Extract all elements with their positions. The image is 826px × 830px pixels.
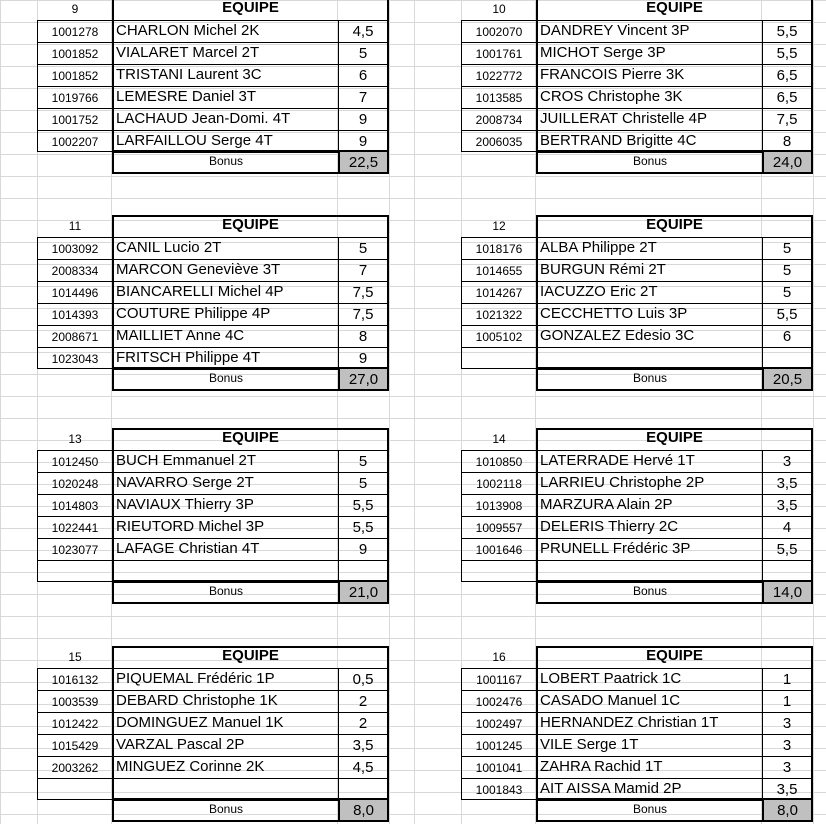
player-id[interactable]: 1022772: [461, 64, 537, 86]
player-name[interactable]: PIQUEMAL Frédéric 1P: [116, 670, 275, 687]
player-id[interactable]: 1021322: [461, 303, 537, 325]
player-id[interactable]: 1002476: [461, 690, 537, 712]
player-name[interactable]: COUTURE Philippe 4P: [116, 305, 271, 322]
player-value[interactable]: 5,5: [776, 541, 798, 558]
player-value[interactable]: 8: [358, 328, 368, 345]
team-number: 9: [71, 2, 79, 16]
player-name[interactable]: [114, 560, 339, 582]
player-name[interactable]: MINGUEZ Corinne 2K: [116, 758, 265, 775]
bonus-label: Bonus: [208, 154, 244, 168]
team-block-13: [37, 428, 389, 612]
player-id[interactable]: 1003092: [37, 237, 113, 259]
player-name[interactable]: HERNANDEZ Christian 1T: [540, 714, 719, 731]
player-value[interactable]: 5: [358, 240, 368, 257]
player-name[interactable]: RIEUTORD Michel 3P: [116, 518, 265, 535]
player-id[interactable]: 2008671: [37, 325, 113, 347]
player-name[interactable]: AIT AISSA Mamid 2P: [540, 780, 682, 797]
player-value[interactable]: 7,5: [352, 306, 374, 323]
player-id[interactable]: 1001278: [37, 20, 113, 42]
team-number: 16: [492, 650, 506, 664]
player-id[interactable]: 1014267: [461, 281, 537, 303]
player-name[interactable]: JUILLERAT Christelle 4P: [540, 110, 708, 127]
equipe-header: EQUIPE: [222, 216, 279, 233]
player-name[interactable]: [538, 560, 763, 582]
player-value[interactable]: 6,5: [776, 67, 798, 84]
bonus-label: Bonus: [632, 371, 668, 385]
team-total[interactable]: 8,0: [762, 800, 811, 820]
player-value[interactable]: 5: [782, 240, 792, 257]
player-id[interactable]: 1002497: [461, 712, 537, 734]
player-value[interactable]: 3,5: [776, 475, 798, 492]
player-name[interactable]: CECCHETTO Luis 3P: [540, 305, 688, 322]
player-name[interactable]: PRUNELL Frédéric 3P: [540, 540, 691, 557]
player-name[interactable]: MAILLIET Anne 4C: [116, 327, 245, 344]
player-id[interactable]: [37, 560, 113, 582]
player-name[interactable]: BUCH Emmanuel 2T: [116, 452, 257, 469]
team-total[interactable]: 21,0: [338, 582, 387, 602]
player-value[interactable]: 3: [782, 715, 792, 732]
team-number: 13: [68, 432, 82, 446]
player-name[interactable]: CROS Christophe 3K: [540, 88, 683, 105]
player-value[interactable]: 5,5: [776, 306, 798, 323]
player-value[interactable]: 9: [358, 133, 368, 150]
player-id[interactable]: 1002070: [461, 20, 537, 42]
player-value[interactable]: [339, 778, 387, 800]
player-id[interactable]: [461, 347, 537, 369]
player-value[interactable]: 3,5: [352, 737, 374, 754]
player-id[interactable]: 1005102: [461, 325, 537, 347]
gridline: [813, 0, 814, 824]
player-value[interactable]: 1: [782, 693, 792, 710]
player-value[interactable]: [763, 347, 811, 369]
player-id[interactable]: 2008734: [461, 108, 537, 130]
team-total[interactable]: 8,0: [338, 800, 387, 820]
player-name[interactable]: VARZAL Pascal 2P: [116, 736, 245, 753]
player-value[interactable]: 5,5: [776, 23, 798, 40]
player-name[interactable]: FRANCOIS Pierre 3K: [540, 66, 685, 83]
player-value[interactable]: [763, 560, 811, 582]
player-id[interactable]: 1003539: [37, 690, 113, 712]
player-value[interactable]: 7,5: [352, 284, 374, 301]
player-id[interactable]: 1013585: [461, 86, 537, 108]
player-name[interactable]: CANIL Lucio 2T: [116, 239, 222, 256]
bonus-label: Bonus: [632, 802, 668, 816]
player-id[interactable]: 1001761: [461, 42, 537, 64]
bonus-label: Bonus: [632, 154, 668, 168]
player-id[interactable]: 1018176: [461, 237, 537, 259]
player-name[interactable]: MARZURA Alain 2P: [540, 496, 673, 513]
player-name[interactable]: CASADO Manuel 1C: [540, 692, 681, 709]
player-name[interactable]: LOBERT Paatrick 1C: [540, 670, 682, 687]
team-number: 15: [68, 650, 82, 664]
player-value[interactable]: 5,5: [352, 519, 374, 536]
player-name[interactable]: MICHOT Serge 3P: [540, 44, 666, 61]
player-id[interactable]: 2008334: [37, 259, 113, 281]
player-name[interactable]: VIALARET Marcel 2T: [116, 44, 260, 61]
player-name[interactable]: [538, 347, 763, 369]
player-name[interactable]: VILE Serge 1T: [540, 736, 639, 753]
player-value[interactable]: 3,5: [776, 497, 798, 514]
player-name[interactable]: CHARLON Michel 2K: [116, 22, 260, 39]
player-name[interactable]: GONZALEZ Edesio 3C: [540, 327, 695, 344]
player-name[interactable]: LACHAUD Jean-Domi. 4T: [116, 110, 291, 127]
team-block-12: [461, 215, 813, 399]
player-id[interactable]: 1001167: [461, 668, 537, 690]
player-id[interactable]: 1002118: [461, 472, 537, 494]
player-value[interactable]: 5: [358, 45, 368, 62]
player-value[interactable]: 8: [782, 133, 792, 150]
player-name[interactable]: BURGUN Rémi 2T: [540, 261, 666, 278]
player-name[interactable]: DOMINGUEZ Manuel 1K: [116, 714, 284, 731]
bonus-label: Bonus: [208, 584, 244, 598]
player-id[interactable]: [37, 778, 113, 800]
team-block-15: [37, 646, 389, 830]
player-name[interactable]: LATERRADE Hervé 1T: [540, 452, 695, 469]
equipe-header: EQUIPE: [646, 429, 703, 446]
player-id[interactable]: 1016132: [37, 668, 113, 690]
player-id[interactable]: 1009557: [461, 516, 537, 538]
player-value[interactable]: 9: [358, 541, 368, 558]
team-block-10: [461, 0, 813, 182]
player-name[interactable]: IACUZZO Eric 2T: [540, 283, 658, 300]
player-id[interactable]: 1014496: [37, 281, 113, 303]
equipe-header: EQUIPE: [646, 647, 703, 664]
player-id[interactable]: 1015429: [37, 734, 113, 756]
player-id[interactable]: 1012450: [37, 450, 113, 472]
bonus-label: Bonus: [208, 802, 244, 816]
player-value[interactable]: 3: [782, 737, 792, 754]
player-value[interactable]: 7: [358, 89, 368, 106]
player-name[interactable]: DANDREY Vincent 3P: [540, 22, 690, 39]
player-id[interactable]: 1019766: [37, 86, 113, 108]
player-name[interactable]: ZAHRA Rachid 1T: [540, 758, 663, 775]
player-id[interactable]: 1001852: [37, 42, 113, 64]
player-value[interactable]: 3: [782, 453, 792, 470]
player-value[interactable]: 6: [358, 67, 368, 84]
team-number: 11: [68, 219, 82, 233]
player-id[interactable]: 1002207: [37, 130, 113, 152]
player-name[interactable]: LAFAGE Christian 4T: [116, 540, 260, 557]
player-value[interactable]: 6,5: [776, 89, 798, 106]
gridline: [389, 0, 390, 824]
player-name[interactable]: LARFAILLOU Serge 4T: [116, 132, 273, 149]
team-block-16: [461, 646, 813, 830]
player-name[interactable]: LEMESRE Daniel 3T: [116, 88, 257, 105]
player-value[interactable]: [339, 560, 387, 582]
team-total[interactable]: 24,0: [762, 152, 811, 172]
player-value[interactable]: 5: [782, 262, 792, 279]
player-value[interactable]: 4: [782, 519, 792, 536]
bonus-label: Bonus: [208, 371, 244, 385]
player-name[interactable]: ALBA Philippe 2T: [540, 239, 657, 256]
player-name[interactable]: DEBARD Christophe 1K: [116, 692, 278, 709]
player-name[interactable]: FRITSCH Philippe 4T: [116, 349, 261, 366]
player-id[interactable]: 1001041: [461, 756, 537, 778]
player-name[interactable]: [114, 778, 339, 800]
player-name[interactable]: MARCON Geneviève 3T: [116, 261, 281, 278]
player-id[interactable]: 1001852: [37, 64, 113, 86]
player-value[interactable]: 5,5: [352, 497, 374, 514]
player-id[interactable]: 1001245: [461, 734, 537, 756]
player-value[interactable]: 7: [358, 262, 368, 279]
team-number: 14: [492, 432, 506, 446]
player-id[interactable]: 1014393: [37, 303, 113, 325]
player-id[interactable]: 2006035: [461, 130, 537, 152]
player-value[interactable]: 4,5: [352, 23, 374, 40]
team-number: 10: [492, 2, 506, 16]
player-id[interactable]: [461, 560, 537, 582]
player-value[interactable]: 5,5: [776, 45, 798, 62]
player-value[interactable]: 5: [358, 475, 368, 492]
player-value[interactable]: 3,5: [776, 781, 798, 798]
team-block-14: [461, 428, 813, 612]
team-total[interactable]: 27,0: [338, 369, 387, 389]
team-total[interactable]: 14,0: [762, 582, 811, 602]
player-id[interactable]: 1014655: [461, 259, 537, 281]
player-value[interactable]: 0,5: [352, 671, 374, 688]
team-block-9: [37, 0, 389, 182]
team-total[interactable]: 20,5: [762, 369, 811, 389]
equipe-header: EQUIPE: [222, 647, 279, 664]
player-id[interactable]: 1001843: [461, 778, 537, 800]
player-value[interactable]: 9: [358, 111, 368, 128]
player-id[interactable]: 1014803: [37, 494, 113, 516]
player-value[interactable]: 1: [782, 671, 792, 688]
player-id[interactable]: 1010850: [461, 450, 537, 472]
player-id[interactable]: 1023043: [37, 347, 113, 369]
player-value[interactable]: 2: [358, 693, 368, 710]
team-block-11: [37, 215, 389, 399]
player-id[interactable]: 1012422: [37, 712, 113, 734]
player-value[interactable]: 5: [782, 284, 792, 301]
player-id[interactable]: 1001752: [37, 108, 113, 130]
player-id[interactable]: 1020248: [37, 472, 113, 494]
player-name[interactable]: NAVIAUX Thierry 3P: [116, 496, 254, 513]
player-id[interactable]: 1023077: [37, 538, 113, 560]
equipe-header: EQUIPE: [646, 216, 703, 233]
gridline: [414, 0, 415, 824]
player-value[interactable]: 2: [358, 715, 368, 732]
player-value[interactable]: 9: [358, 350, 368, 367]
team-total[interactable]: 22,5: [338, 152, 387, 172]
player-name[interactable]: TRISTANI Laurent 3C: [116, 66, 262, 83]
player-value[interactable]: 6: [782, 328, 792, 345]
player-value[interactable]: 4,5: [352, 759, 374, 776]
player-name[interactable]: BERTRAND Brigitte 4C: [540, 132, 697, 149]
player-value[interactable]: 3: [782, 759, 792, 776]
player-value[interactable]: 5: [358, 453, 368, 470]
equipe-header: EQUIPE: [222, 429, 279, 446]
player-value[interactable]: 7,5: [776, 111, 798, 128]
equipe-header: EQUIPE: [646, 0, 703, 16]
team-number: 12: [492, 219, 506, 233]
player-id[interactable]: 1022441: [37, 516, 113, 538]
player-id[interactable]: 1001646: [461, 538, 537, 560]
player-name[interactable]: LARRIEU Christophe 2P: [540, 474, 705, 491]
player-name[interactable]: BIANCARELLI Michel 4P: [116, 283, 284, 300]
player-id[interactable]: 1013908: [461, 494, 537, 516]
player-name[interactable]: DELERIS Thierry 2C: [540, 518, 679, 535]
player-name[interactable]: NAVARRO Serge 2T: [116, 474, 254, 491]
equipe-header: EQUIPE: [222, 0, 279, 16]
bonus-label: Bonus: [632, 584, 668, 598]
player-id[interactable]: 2003262: [37, 756, 113, 778]
